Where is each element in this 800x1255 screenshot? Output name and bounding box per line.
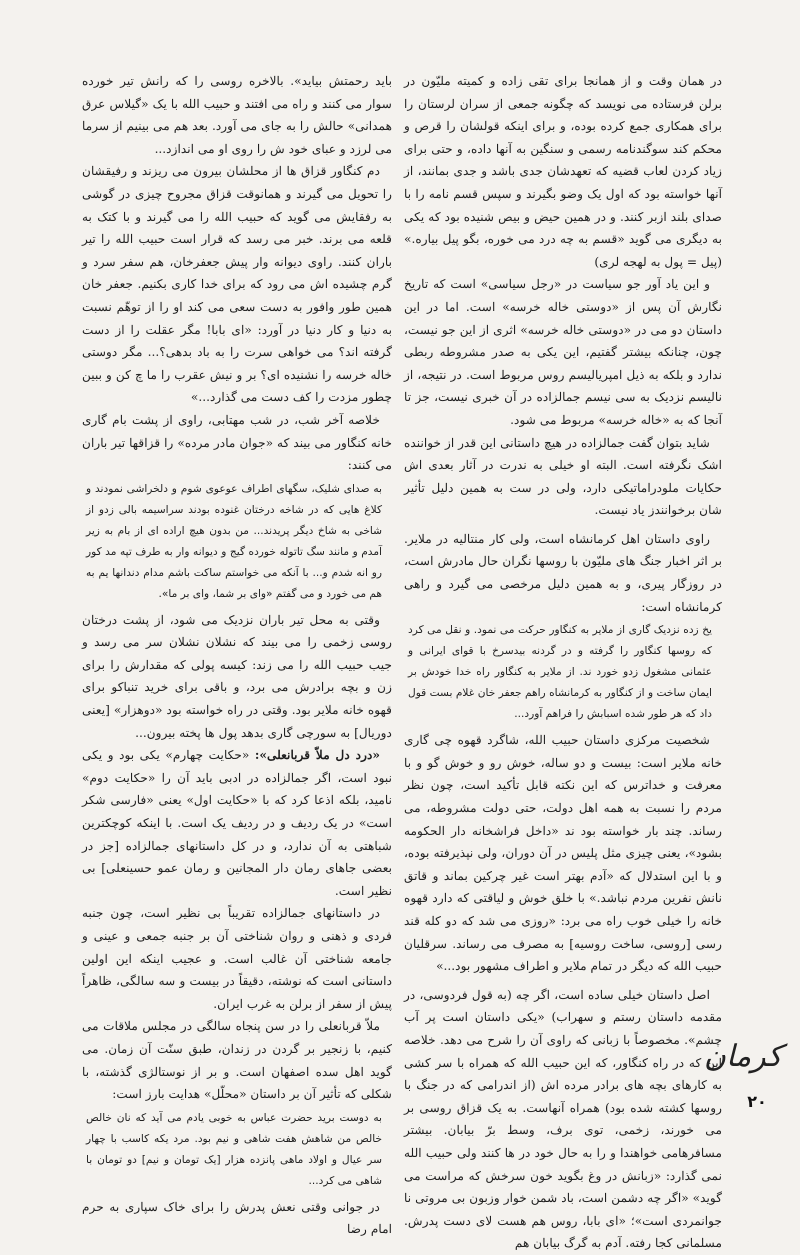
paragraph: اصل داستان خیلی ساده است، اگر چه (به قول فردوسی، در مقدمه داستان رستم و سهراب) «یکی داستان است پر آب چشم». مخصوصاً با زبانی که راوی آن را شرح می دهد. خلاصه این که در راه کنگاور، که این حبیب الله که همراه با سر کشی به کارهای بچه های برادر مرده اش (از اندرامی که در جنگ با روسها کشته شده بود) همراه آنهاست. به یک قزاق روسی بر می خورند، زخمی، توی برف، وسط برّ بیابان. بیشتر مسافرهامی خواهندا و را به حال خود در ها کنند ولی حبیب الله نمی گذارد: «زبانش در وغ بگوید خون سرخش که مراست می گوید» «اگر چه دشمن است، باد شمن خوار وزبون بی مروتی نا جوانمردی است»؛ «ای بابا، روس هم هست لای دست پدرش. مسلمانی کجا رفته. آدم به گرگ بیابان هم xyxy=(404,987,722,1251)
paragraph-text: «حکایت چهارم» یکی بود و یکی نبود است، اگر جمالزاده در ادبی باید آن را «حکایت دوم» نامید، بلکه اذعا کرد که با «حکایت اول» یعنی «فارسی شکر است» در یک ردیف و در ردیف یک است. با اینکه کوچکترین شباهتی به آن ندارد، و در کل داستانهای جمالزاده [جز در بعضی جاهای رمان دار المجانین و رمان عمو حسینعلی] بی نظیر است. xyxy=(82,748,392,898)
paragraph: شخصیت مرکزی داستان حبیب الله، شاگرد قهوه چی گاری خانه ملایر است: بیست و دو ساله، خوش رو و خوش گو و با معرفت و خداترس که این نکته قابل تأکید است، چون نظر مردم را نسبت به همه اهل دولت، حتی دولت مشروطه، می رساند. چند بار خواسته بود ند «داخل فراشخانه دار الحکومه بشود»، یعنی چیزی مثل پلیس در آن دوران، ولی نپذیرفته بوده، و با این استدلال که «آدم بهتر است غیر چرکین بماند و قاتق نانش نفرین مردم نباشد.» با خلق خوش و لیاقتی که دارد قهوه خانه را خیلی خوب راه می برد: «روزی می شد که دو کله قند رسی [روسی، ساخت روسیه] به مصرف می رساند. سرقلیان حبیب الله که دیگر در تمام ملایر و اطراف مشهور بود...» xyxy=(404,733,722,974)
paragraph: راوی داستان اهل کرمانشاه است، ولی کار منتالیه در ملایر. بر اثر اخبار جنگ های ملیّون با روسها نگران حال مادرش است، در روزگار پیری، و به همین دلیل مرخصی می گیرد و راهی کرمانشاه است: xyxy=(404,531,722,614)
right-text-column xyxy=(404,70,722,1251)
block-quote: یخ زده نزدیک گاری از ملایر به کنگاور حرکت می نمود. و نقل می کرد که روسها کنگاور را گرفته و در گردنه بیدسرخ با قوای ایرانی و عثمانی مشغول زدو خورد ند. از ملایر به کنگاور راه خدا خودش بر ایمان ساخت و از کنگاور به کرمانشاه راهم جعفر خان غلام بست قول داد که هر طور شده اسبابش را فراهم آورد... xyxy=(408,624,712,721)
paragraph: ملاّ قربانعلی را در سن پنجاه سالگی در مجلس ملاقات می کنیم، با زنجیر بر گردن در زندان، طبق سنّت آن زمان. می گوید اهل سده اصفهان است. و بر از نوستالژی گذشته، با شکلی که تأثیر آن بر داستان «محلّل» هدایت بارز است: xyxy=(82,1019,392,1102)
paragraph: در جوانی وقتی نعش پدرش را برای خاک سپاری به حرم امام رضا xyxy=(82,1199,392,1237)
paragraph: خلاصه آخر شب، در شب مهتابی، راوی از پشت بام گاری خانه کنگاور می بیند که «جوان مادر مرده» را قزاقها تیر باران می کنند: xyxy=(82,412,392,473)
section-subheading: «درد دل ملاّ قربانعلی»: xyxy=(254,748,381,763)
paragraph: و این یاد آور جو سیاست در «رجل سیاسی» است که تاریخ نگارش آن پس از «دوستی خاله خرسه» است. اما در این داستان دو می در «دوستی خاله خرسه» اثری از این جو نیست، چون، چنانکه بیشتر گفتیم، این یکی به صدر مشروطه ربطی ندارد و بلکه به ذیل امپریالیسم روس مربوط است. در نتیجه، از نالیسم نزدیک به سی نیسم جمالزاده در آن خبری نیست، جز تا آنجا که به «خاله خرسه» مربوط می شود. xyxy=(404,277,722,427)
block-quote: به صدای شلیک، سگهای اطراف عوعوی شوم و دلخراشی نمودند و کلاغ هایی که در شاخه درختان غنوده بودند سراسیمه بالی زدو از شاخی به شاخ دیگر پریدند... من بدون هیچ اراده ای از بام به زیر آمدم و مانند سگ تاتوله خورده گیج و دیوانه وار به طرف تپه مد کور رو انه شدم و... با آنکه می خواستم ساکت باشم مدام دندانها یم به هم می خورد و می گفتم «وای بر شما، وای بر ما». xyxy=(86,482,382,600)
page-number: ۲۰ xyxy=(747,1092,767,1111)
block-quote: به دوست برید حضرت عباس به خوبی یادم می آید که نان خالص خالص من شاهش هفت شاهی و نیم بود. مرد یکه کاسب با چهار سر عیال و اولاد ماهی پانزده هزار [یک تومان و نیم] دو تومان با شاهی می کرد... xyxy=(86,1111,382,1187)
paragraph xyxy=(82,744,392,902)
left-text-column xyxy=(82,70,392,1237)
paragraph: شاید بتوان گفت جمالزاده در هیچ داستانی این قدر از خواننده اشک نگرفته است. البته او خیلی به ندرت در آثار بعدی اش حکایات ملودراماتیکی دارد، ولی در ست به همین دلیل تأثیر شان برخوانندز یاد نیست. xyxy=(404,435,722,518)
paragraph: دم کنگاور قزاق ها از محلشان بیرون می ریزند و رفیقشان را تحویل می گیرند و همانوقت قزاق مجروح چیزی در گوشی به رفقایش می گوید که حبیب الله را می گیرند و با کتک به قلعه می برند. خبر می رسد که قرار است حبیب الله را تیر باران کنند. راوی دیوانه وار پیش جعفرخان، هم سفر سرد و گرم چشیده اش می رود که برای خدا کاری بکنیم. جعفر خان همین طور وافور به دست سعی می کند او را از توهّم نسبت به دنیا و کار دنیا در آورد: «ای بابا! مگر عقلت را از دست گرفته اند؟ می خواهی سرت را به باد بدهی؟... مگر دوستی خاله خرسه را نشنیده ای؟ بر و نیش عقرب را ما چ کن و ببین چطور مزدت را کف دست می گذارد...» xyxy=(82,164,392,405)
paragraph: در همان وقت و از همانجا برای تقی زاده و کمیته ملیّون در برلن فرستاده می نویسد که چگونه جمعی از سران لرستان را برای همکاری جمع کرده بوده، و برای اینکه قولشان را قرص و محکم کند سوگندنامه رسمی و سنگین به آنها داده، و حتی برای زیاد کردن لعاب قضیه که تعهدشان جدی باشد و جدی بمانند، از آنها خواسته بود که اول یک وضو بگیرند و سپس قسم نامه را با صدای بلند ازبر کنند. و در همین حیض و بیص شنیده بود که یکی به دیگری می گوید «قسم به چه درد می خوره، بگو پیل بیاره.» (پیل = پول به لهجه لری) xyxy=(404,74,722,269)
paragraph: در داستانهای جمالزاده تقریباً بی نظیر است، چون جنبه فردی و ذهنی و روان شناختی آن بر جنبه جمعی و عینی و جامعه شناختی آن غالب است. و عجیب اینکه این اولین داستانی است که نوشته، دقیقاً در بیست و سه سالگی، ظاهراً پیش از سفر از برلن به غرب ایران. xyxy=(82,906,392,1011)
magazine-logo: کرمان xyxy=(703,1039,782,1074)
paragraph: وقتی به محل تیر باران نزدیک می شود، از پشت درختان روسی زخمی را می بیند که نشلان نشلان سر می رسد و جیب حبیب الله را می زند: کیسه پولی که مقدارش را برای زن و بچه برادرش می برد، و باقی برای خرید تنباکو برای قهوه خانه ملایر بود. وقتی در راه خواسته بود «دوهزار» [یعنی دوریال] به سورچی گاری بدهد پول ها پخته بیرون... xyxy=(82,612,392,740)
paragraph: باید رحمتش بیاید». بالاخره روسی را که رانش تیر خورده سوار می کنند و راه می افتند و حبیب الله با یک «گیلاس عرق همدانی» حالش را به جای می آورد. بعد هم می بینیم از سرما می لرزد و عبای خود ش را روی او می اندازد... xyxy=(82,74,392,156)
